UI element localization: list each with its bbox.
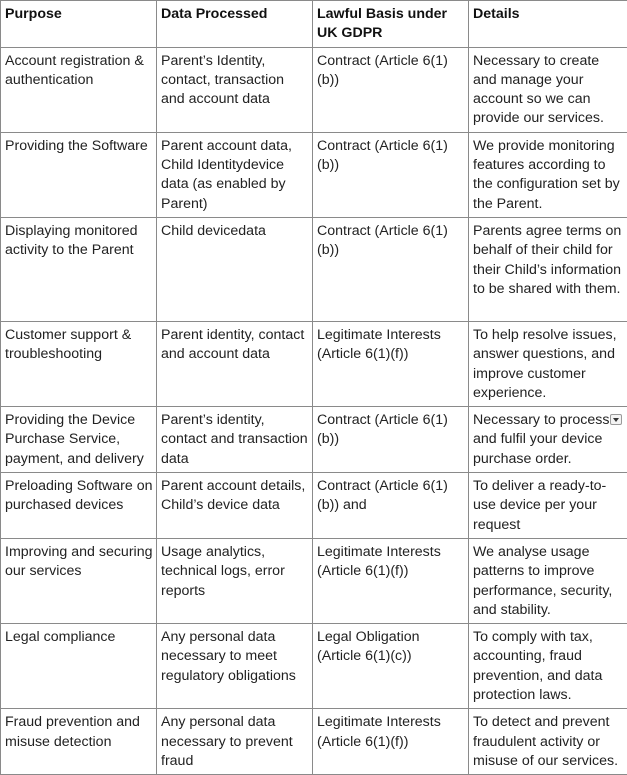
cell-details: Parents agree terms on behalf of their child for their Child’s information to be shared with them. [469,217,627,321]
cell-purpose: Account registration & authentication [1,47,157,132]
cell-lawful-basis: Contract (Article 6(1)(b)) [313,47,469,132]
cell-purpose: Fraud prevention and misuse detection [1,709,157,775]
cell-data-processed: Parent account details, Child’s device data [157,473,313,539]
cell-data-processed: Parent’s Identity, contact, transaction and account data [157,47,313,132]
table-row [1,538,627,623]
cell-purpose: Providing the Software [1,132,157,217]
cell-data-processed: Any personal data necessary to prevent fraud [157,709,313,775]
cell-details: Necessary to process and fulfil your device purchase order. [473,412,609,467]
cell-dropdown-icon[interactable] [610,414,622,425]
table-header-row [1,1,627,48]
cell-details: We analyse usage patterns to improve performance, security, and stability. [469,538,627,623]
table-row [1,709,627,775]
header-purpose: Purpose [1,1,157,48]
cell-purpose: Improving and securing our services [1,538,157,623]
cell-data-processed: Parent identity, contact and account data [157,321,313,406]
cell-lawful-basis: Legitimate Interests (Article 6(1)(f)) [313,538,469,623]
cell-details: To detect and prevent fraudulent activity or misuse of our services. [469,709,627,775]
cell-details: Necessary to create and manage your account so we can provide our services. [469,47,627,132]
cell-purpose: Legal compliance [1,624,157,709]
cell-lawful-basis: Legal Obligation (Article 6(1)(c)) [313,624,469,709]
cell-lawful-basis: Contract (Article 6(1)(b)) and [313,473,469,539]
cell-purpose: Displaying monitored activity to the Parent [1,217,157,321]
cell-details-with-handle [469,407,627,473]
cell-data-processed: Parent’s identity, contact and transaction data [157,407,313,473]
cell-lawful-basis: Contract (Article 6(1)(b)) [313,407,469,473]
header-lawful-basis: Lawful Basis under UK GDPR [313,1,469,48]
cell-data-processed: Usage analytics, technical logs, error reports [157,538,313,623]
table-row [1,473,627,539]
cell-details: To help resolve issues, answer questions, and improve customer experience. [469,321,627,406]
cell-lawful-basis: Legitimate Interests (Article 6(1)(f)) [313,321,469,406]
cell-purpose: Preloading Software on purchased devices [1,473,157,539]
cell-data-processed: Parent account data, Child Identitydevice data (as enabled by Parent) [157,132,313,217]
cell-lawful-basis: Contract (Article 6(1)(b)) [313,132,469,217]
table-row [1,217,627,321]
table-row [1,321,627,406]
cell-details: To deliver a ready-to-use device per your request [469,473,627,539]
cell-data-processed: Child devicedata [157,217,313,321]
cell-details: To comply with tax, accounting, fraud prevention, and data protection laws. [469,624,627,709]
cell-lawful-basis: Legitimate Interests (Article 6(1)(f)) [313,709,469,775]
table-row [1,624,627,709]
table-row [1,47,627,132]
header-details: Details [469,1,627,48]
table-row [1,407,627,473]
cell-purpose: Providing the Device Purchase Service, payment, and delivery [1,407,157,473]
cell-purpose: Customer support & troubleshooting [1,321,157,406]
table-row [1,132,627,217]
cell-lawful-basis: Contract (Article 6(1)(b)) [313,217,469,321]
cell-details: We provide monitoring features according to the configuration set by the Parent. [469,132,627,217]
header-data-processed: Data Processed [157,1,313,48]
cell-data-processed: Any personal data necessary to meet regulatory obligations [157,624,313,709]
